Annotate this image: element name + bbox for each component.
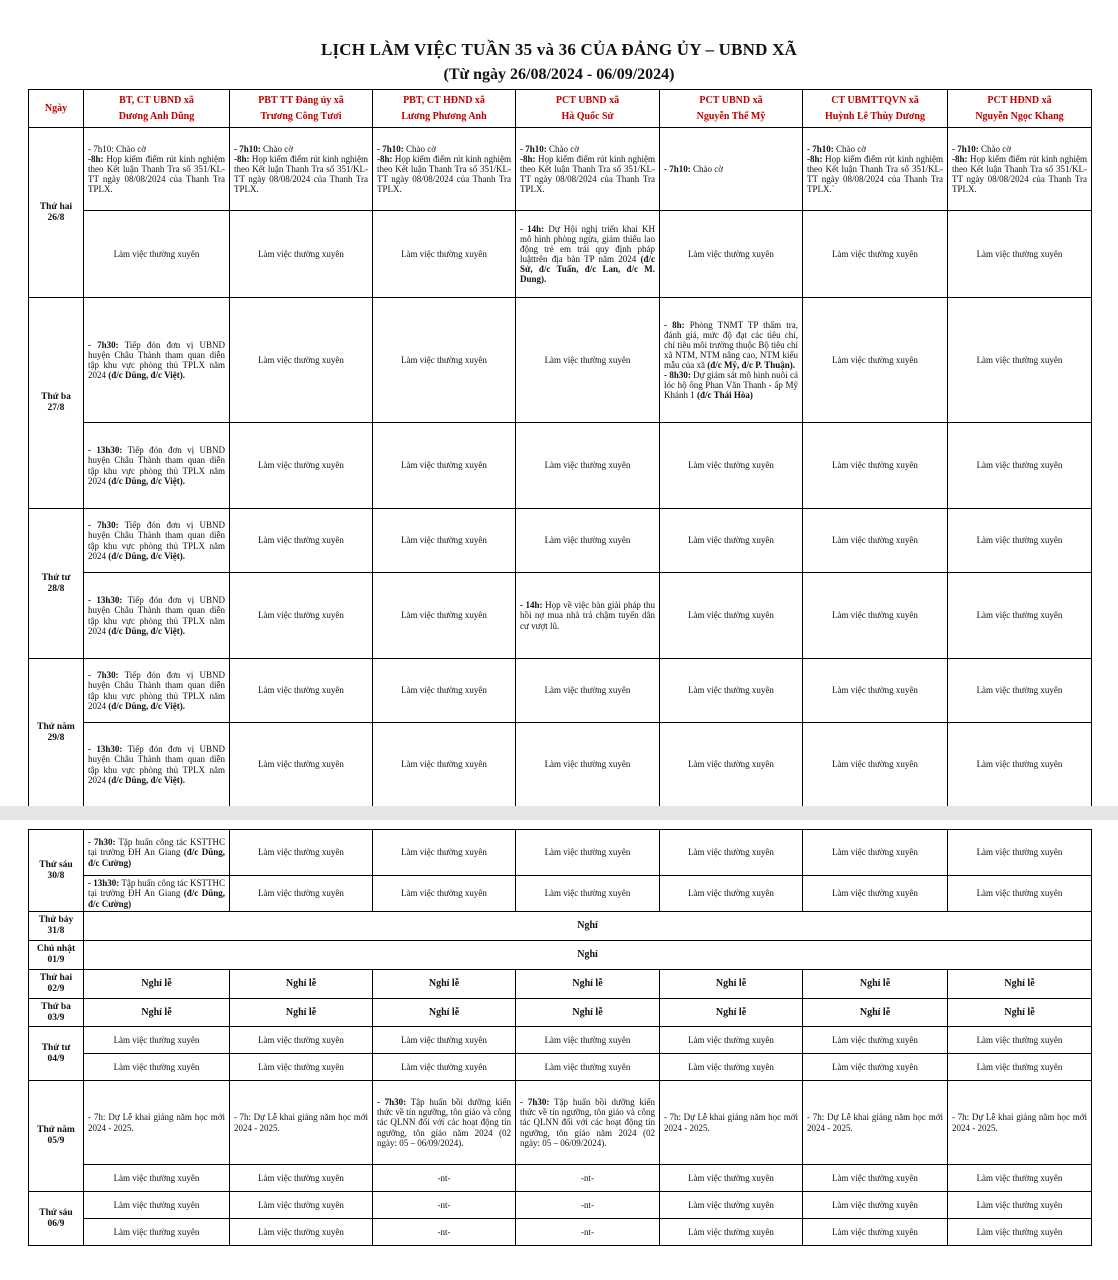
- day-label: Chủ nhật 01/9: [29, 941, 84, 970]
- table-row: [29, 1054, 1092, 1081]
- cell: - 7h30: Tập huấn bồi dưỡng kiến thức về tín ngưỡng, tôn giáo và công tác QLNN đối với các hoạt động tín ngưỡng, tôn giáo năm 2024 (02 ngày: 05 – 06/09/2024).: [516, 1081, 660, 1165]
- cell: Nghỉ lễ: [516, 970, 660, 999]
- day-label: Thứ năm 29/8: [29, 659, 84, 807]
- header-col-4: PCT UBND xã Hà Quốc Sử: [516, 90, 660, 128]
- cell: Làm việc thường xuyên: [84, 1027, 230, 1054]
- cell: Làm việc thường xuyên: [373, 573, 516, 659]
- cell: Làm việc thường xuyên: [803, 509, 948, 573]
- table-row: [29, 1192, 1092, 1219]
- cell: Làm việc thường xuyên: [230, 573, 373, 659]
- cell: Làm việc thường xuyên: [230, 509, 373, 573]
- table-row: [29, 723, 1092, 807]
- cell: Nghỉ lễ: [373, 970, 516, 999]
- cell: - 7h: Dự Lễ khai giảng năm học mới 2024 - 2025.: [803, 1081, 948, 1165]
- table-row: [29, 423, 1092, 509]
- cell: - 7h: Dự Lễ khai giảng năm học mới 2024 - 2025.: [948, 1081, 1092, 1165]
- cell: Làm việc thường xuyên: [660, 1027, 803, 1054]
- cell: - 7h: Dự Lễ khai giảng năm học mới 2024 - 2025.: [660, 1081, 803, 1165]
- cell: Làm việc thường xuyên: [803, 211, 948, 298]
- cell: - 7h30: Tiếp đón đơn vị UBND huyện Châu Thành tham quan diễn tập khu vực phòng thủ TPLX năm 2024 (đ/c Dũng, đ/c Việt).: [84, 298, 230, 423]
- cell: Làm việc thường xuyên: [516, 830, 660, 876]
- cell: Làm việc thường xuyên: [948, 830, 1092, 876]
- cell: Làm việc thường xuyên: [84, 1192, 230, 1219]
- cell: Làm việc thường xuyên: [948, 723, 1092, 807]
- cell: Làm việc thường xuyên: [373, 876, 516, 912]
- cell: - 13h30: Tiếp đón đơn vị UBND huyện Châu Thành tham quan diễn tập khu vực phòng thủ TPLX năm 2024 (đ/c Dũng, đ/c Việt).: [84, 423, 230, 509]
- day-label: Thứ tư 04/9: [29, 1027, 84, 1081]
- cell: - 7h30: Tập huấn bồi dưỡng kiến thức về tín ngưỡng, tôn giáo và công tác QLNN đối với các hoạt động tín ngưỡng, tôn giáo năm 2024 (02 ngày: 05 – 06/09/2024).: [373, 1081, 516, 1165]
- cell: - 7h10: Chào cờ -8h: Họp kiểm điểm rút kinh nghiệm theo Kết luận Thanh Tra số 351/KL-TT ngày 08/08/2024 của Thanh Tra TPLX.: [948, 128, 1092, 211]
- cell: - 7h10: Chào cờ -8h: Họp kiểm điểm rút kinh nghiệm theo Kết luận Thanh Tra số 351/KL-TT ngày 08/08/2024 của Thanh Tra TPLX.: [516, 128, 660, 211]
- cell: Nghỉ lễ: [803, 999, 948, 1027]
- cell: Làm việc thường xuyên: [803, 1219, 948, 1246]
- table-row: [29, 876, 1092, 912]
- page-break-divider: [0, 806, 1118, 820]
- cell: Nghỉ lễ: [230, 970, 373, 999]
- cell: - 7h30: Tiếp đón đơn vị UBND huyện Châu Thành tham quan diễn tập khu vực phòng thủ TPLX năm 2024 (đ/c Dũng, đ/c Việt).: [84, 659, 230, 723]
- cell: Làm việc thường xuyên: [660, 1192, 803, 1219]
- cell: Làm việc thường xuyên: [948, 573, 1092, 659]
- cell: - 7h10: Chào cờ -8h: Họp kiểm điểm rút kinh nghiệm theo Kết luận Thanh Tra số 351/KL-TT ngày 08/08/2024 của Thanh Tra TPLX.: [373, 128, 516, 211]
- day-label: Thứ ba 27/8: [29, 298, 84, 509]
- cell: Làm việc thường xuyên: [373, 1054, 516, 1081]
- cell: Làm việc thường xuyên: [803, 423, 948, 509]
- cell: - 13h30: Tập huấn công tác KSTTHC tại trường ĐH An Giang (đ/c Dũng, đ/c Cường): [84, 876, 230, 912]
- cell: - 7h: Dự Lễ khai giảng năm học mới 2024 - 2025.: [84, 1081, 230, 1165]
- cell: Làm việc thường xuyên: [660, 1054, 803, 1081]
- schedule-table-part1: [28, 89, 1092, 807]
- cell: Làm việc thường xuyên: [516, 659, 660, 723]
- cell: - 13h30: Tiếp đón đơn vị UBND huyện Châu Thành tham quan diễn tập khu vực phòng thủ TPLX năm 2024 (đ/c Dũng, đ/c Việt).: [84, 723, 230, 807]
- cell: Làm việc thường xuyên: [948, 1054, 1092, 1081]
- cell: Làm việc thường xuyên: [948, 1165, 1092, 1192]
- cell: - 7h10: Chào cờ: [660, 128, 803, 211]
- table-row: [29, 211, 1092, 298]
- cell: - 14h: Họp về việc bàn giải pháp thu hồi nợ mua nhà trả chậm tuyến dân cư vượt lũ.: [516, 573, 660, 659]
- table-row: [29, 830, 1092, 876]
- day-label: Thứ tư 28/8: [29, 509, 84, 659]
- table-row: [29, 573, 1092, 659]
- table-row: [29, 128, 1092, 211]
- table-row: [29, 999, 1092, 1027]
- cell: Làm việc thường xuyên: [803, 659, 948, 723]
- day-label: Thứ sáu 06/9: [29, 1192, 84, 1246]
- cell: Làm việc thường xuyên: [948, 1192, 1092, 1219]
- cell: Làm việc thường xuyên: [373, 723, 516, 807]
- day-label: Thứ năm 05/9: [29, 1081, 84, 1192]
- cell: Nghỉ: [84, 912, 1092, 941]
- table-row: [29, 1027, 1092, 1054]
- cell: Làm việc thường xuyên: [230, 1192, 373, 1219]
- cell: Làm việc thường xuyên: [803, 573, 948, 659]
- header-col-2: PBT TT Đảng ủy xã Trương Công Tươi: [230, 90, 373, 128]
- day-label: Thứ sáu 30/8: [29, 830, 84, 912]
- table-row: [29, 1165, 1092, 1192]
- cell: Làm việc thường xuyên: [230, 1027, 373, 1054]
- cell: Làm việc thường xuyên: [803, 830, 948, 876]
- cell: Làm việc thường xuyên: [660, 659, 803, 723]
- cell: Làm việc thường xuyên: [230, 723, 373, 807]
- cell: Nghỉ lễ: [84, 999, 230, 1027]
- cell: Làm việc thường xuyên: [516, 298, 660, 423]
- cell: Làm việc thường xuyên: [230, 211, 373, 298]
- cell: Làm việc thường xuyên: [516, 1027, 660, 1054]
- cell: Làm việc thường xuyên: [373, 830, 516, 876]
- cell: Làm việc thường xuyên: [230, 1165, 373, 1192]
- header-row: [29, 90, 1092, 128]
- table-row: [29, 509, 1092, 573]
- cell: - 8h: Phòng TNMT TP thẩm tra, đánh giá, mức độ đạt các tiêu chí, chỉ tiêu môi trường thuộc Bộ tiêu chí xã NTM, NTM nâng cao, NTM kiểu mẫu của xã (đ/c Mỹ, đ/c P. Thuận). - 8h30: Dự giám sát mô hình nuôi cá lóc hộ ông Phan Văn Thanh - ấp Mỹ Khánh 1 (đ/c Thái Hòa): [660, 298, 803, 423]
- table-row: [29, 1081, 1092, 1165]
- cell: Làm việc thường xuyên: [84, 1054, 230, 1081]
- cell: Làm việc thường xuyên: [516, 509, 660, 573]
- cell: Làm việc thường xuyên: [660, 723, 803, 807]
- cell: Nghỉ lễ: [230, 999, 373, 1027]
- day-label: Thứ ba 03/9: [29, 999, 84, 1027]
- header-day: Ngày: [29, 90, 84, 128]
- cell: Nghỉ lễ: [660, 999, 803, 1027]
- cell: Làm việc thường xuyên: [803, 723, 948, 807]
- page-title: LỊCH LÀM VIỆC TUẦN 35 và 36 CỦA ĐẢNG ỦY – UBND XÃ: [320, 40, 798, 59]
- cell: Làm việc thường xuyên: [660, 423, 803, 509]
- cell: Nghỉ lễ: [373, 999, 516, 1027]
- cell: Nghỉ lễ: [803, 970, 948, 999]
- cell: Làm việc thường xuyên: [948, 659, 1092, 723]
- cell: Làm việc thường xuyên: [948, 876, 1092, 912]
- cell: Làm việc thường xuyên: [660, 1165, 803, 1192]
- header-col-6: CT UBMTTQVN xã Huỳnh Lê Thùy Dương: [803, 90, 948, 128]
- cell: Làm việc thường xuyên: [230, 1219, 373, 1246]
- cell: Làm việc thường xuyên: [803, 876, 948, 912]
- cell: Làm việc thường xuyên: [230, 423, 373, 509]
- cell: - 7h10: Chào cờ -8h: Họp kiểm điểm rút kinh nghiệm theo Kết luận Thanh Tra số 351/KL-TT ngày 08/08/2024 của Thanh Tra TPLX.`: [803, 128, 948, 211]
- table-row: [29, 970, 1092, 999]
- cell: Làm việc thường xuyên: [84, 1219, 230, 1246]
- cell: Làm việc thường xuyên: [660, 509, 803, 573]
- table-row: [29, 659, 1092, 723]
- cell: Làm việc thường xuyên: [803, 298, 948, 423]
- cell: Làm việc thường xuyên: [230, 1054, 373, 1081]
- cell: Làm việc thường xuyên: [948, 1219, 1092, 1246]
- cell: Làm việc thường xuyên: [373, 423, 516, 509]
- cell: - 7h: Dự Lễ khai giảng năm học mới 2024 - 2025.: [230, 1081, 373, 1165]
- cell: Làm việc thường xuyên: [84, 1165, 230, 1192]
- day-label: Thứ hai 02/9: [29, 970, 84, 999]
- cell: Làm việc thường xuyên: [948, 509, 1092, 573]
- cell: Làm việc thường xuyên: [803, 1027, 948, 1054]
- cell: Làm việc thường xuyên: [660, 830, 803, 876]
- cell: Làm việc thường xuyên: [948, 298, 1092, 423]
- cell: Làm việc thường xuyên: [948, 423, 1092, 509]
- day-label: Thứ bảy 31/8: [29, 912, 84, 941]
- cell: Làm việc thường xuyên: [373, 659, 516, 723]
- cell: Làm việc thường xuyên: [803, 1054, 948, 1081]
- cell: Làm việc thường xuyên: [230, 830, 373, 876]
- cell: Làm việc thường xuyên: [373, 298, 516, 423]
- cell: -nt-: [516, 1165, 660, 1192]
- cell: - 7h10: Chào cờ -8h: Họp kiểm điểm rút kinh nghiệm theo Kết luận Thanh Tra số 351/KL-TT ngày 08/08/2024 của Thanh Tra TPLX.: [84, 128, 230, 211]
- cell: Làm việc thường xuyên: [516, 723, 660, 807]
- cell: Làm việc thường xuyên: [660, 876, 803, 912]
- cell: Làm việc thường xuyên: [373, 1027, 516, 1054]
- cell: - 7h30: Tập huấn công tác KSTTHC tại trường ĐH An Giang (đ/c Dũng, đ/c Cường): [84, 830, 230, 876]
- header-col-5: PCT UBND xã Nguyễn Thế Mỹ: [660, 90, 803, 128]
- cell: Làm việc thường xuyên: [948, 1027, 1092, 1054]
- cell: Nghỉ lễ: [948, 970, 1092, 999]
- page-subtitle: (Từ ngày 26/08/2024 - 06/09/2024): [443, 66, 675, 83]
- cell: -nt-: [373, 1219, 516, 1246]
- cell: Nghỉ lễ: [84, 970, 230, 999]
- cell: Làm việc thường xuyên: [516, 1054, 660, 1081]
- header-col-3: PBT, CT HĐND xã Lương Phương Anh: [373, 90, 516, 128]
- cell: Làm việc thường xuyên: [660, 573, 803, 659]
- cell: -nt-: [373, 1165, 516, 1192]
- cell: Làm việc thường xuyên: [516, 423, 660, 509]
- cell: - 13h30: Tiếp đón đơn vị UBND huyện Châu Thành tham quan diễn tập khu vực phòng thủ TPLX năm 2024 (đ/c Dũng, đ/c Việt).: [84, 573, 230, 659]
- cell: Làm việc thường xuyên: [948, 211, 1092, 298]
- cell: - 14h: Dự Hội nghị triển khai KH mô hình phòng ngừa, giảm thiểu lao động trẻ em trái quy định pháp luậttrên địa bàn TP năm 2024 (đ/c Sử, đ/c Tuấn, đ/c Lan, đ/c M. Dung).: [516, 211, 660, 298]
- cell: Làm việc thường xuyên: [660, 211, 803, 298]
- cell: -nt-: [516, 1192, 660, 1219]
- table-row: [29, 1219, 1092, 1246]
- table-row: [29, 912, 1092, 941]
- schedule-table-part2: [28, 829, 1092, 1246]
- cell: Làm việc thường xuyên: [230, 659, 373, 723]
- cell: Làm việc thường xuyên: [373, 211, 516, 298]
- header-col-1: BT, CT UBND xã Dương Anh Dũng: [84, 90, 230, 128]
- cell: Nghỉ: [84, 941, 1092, 970]
- header-col-7: PCT HĐND xã Nguyễn Ngọc Khang: [948, 90, 1092, 128]
- cell: Nghỉ lễ: [948, 999, 1092, 1027]
- cell: Làm việc thường xuyên: [373, 509, 516, 573]
- cell: Nghỉ lễ: [516, 999, 660, 1027]
- day-label: Thứ hai 26/8: [29, 128, 84, 298]
- cell: Làm việc thường xuyên: [230, 876, 373, 912]
- cell: Làm việc thường xuyên: [230, 298, 373, 423]
- cell: Làm việc thường xuyên: [660, 1219, 803, 1246]
- cell: Làm việc thường xuyên: [803, 1192, 948, 1219]
- cell: - 7h10: Chào cờ -8h: Họp kiểm điểm rút kinh nghiệm theo Kết luận Thanh Tra số 351/KL-TT ngày 08/08/2024 của Thanh Tra TPLX.: [230, 128, 373, 211]
- cell: Làm việc thường xuyên: [803, 1165, 948, 1192]
- cell: -nt-: [516, 1219, 660, 1246]
- cell: Làm việc thường xuyên: [84, 211, 230, 298]
- cell: - 7h30: Tiếp đón đơn vị UBND huyện Châu Thành tham quan diễn tập khu vực phòng thủ TPLX năm 2024 (đ/c Dũng, đ/c Việt).: [84, 509, 230, 573]
- cell: Làm việc thường xuyên: [516, 876, 660, 912]
- table-row: [29, 941, 1092, 970]
- cell: -nt-: [373, 1192, 516, 1219]
- table-row: [29, 298, 1092, 423]
- cell: Nghỉ lễ: [660, 970, 803, 999]
